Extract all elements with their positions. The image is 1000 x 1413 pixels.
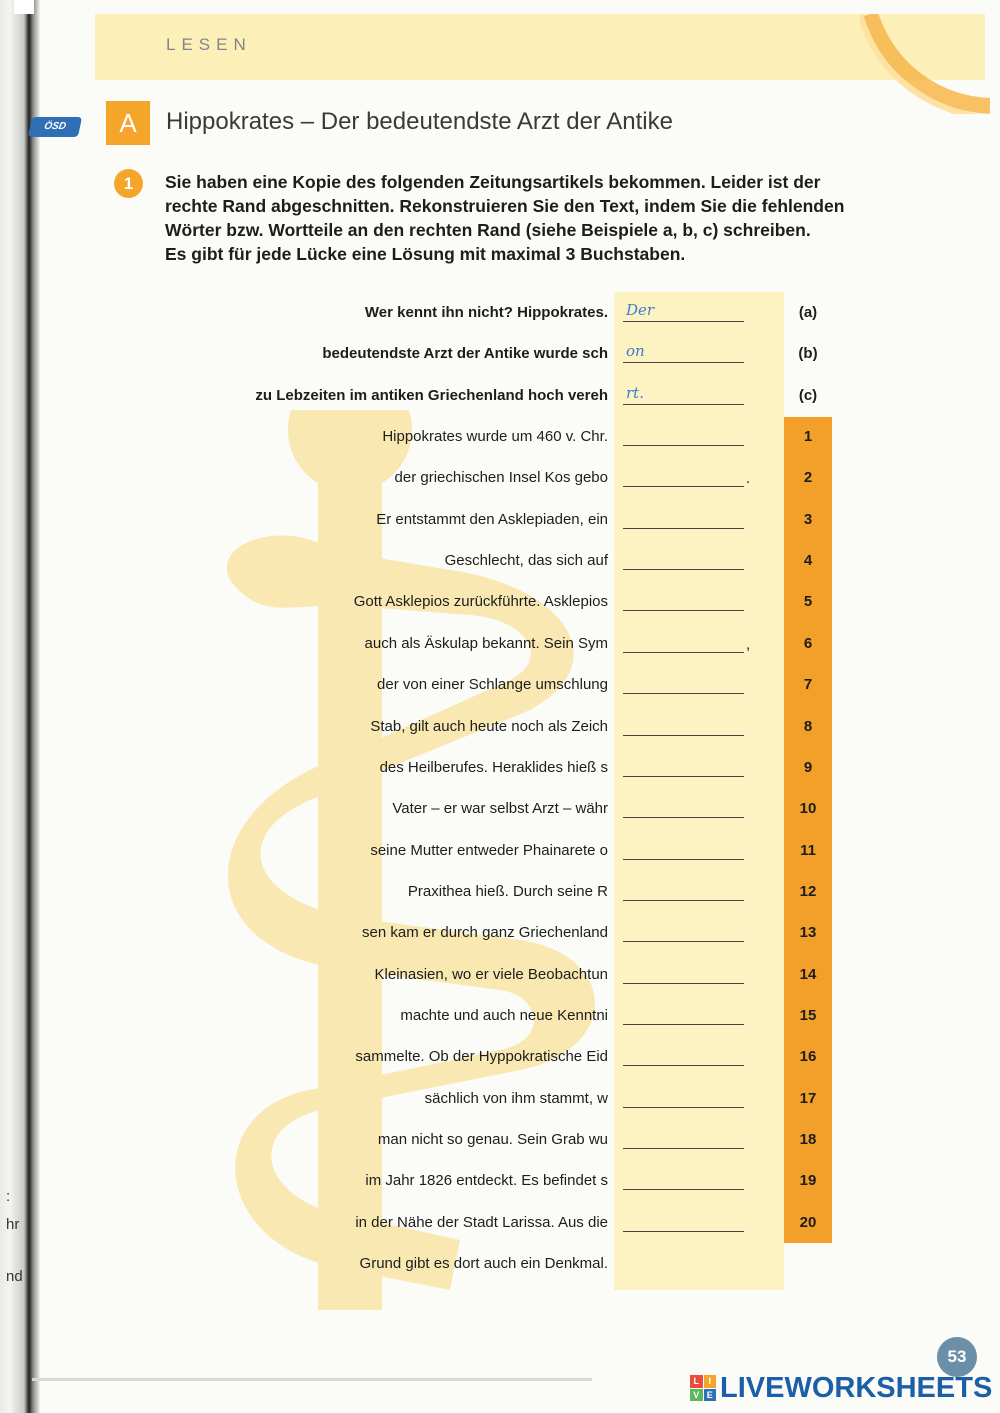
row-text: der von einer Schlange umschlung bbox=[377, 676, 608, 694]
answer-underline bbox=[623, 817, 744, 818]
text-row bbox=[150, 624, 850, 664]
gap-number: (c) bbox=[798, 386, 818, 404]
gap-number: 1 bbox=[803, 428, 813, 446]
row-text: Gott Asklepios zurückführte. Asklepios bbox=[353, 593, 608, 611]
answer-field[interactable] bbox=[626, 464, 744, 486]
answer-field[interactable]: Der bbox=[626, 301, 655, 319]
row-text: machte und auch neue Kenntni bbox=[400, 1006, 608, 1024]
gap-number: 15 bbox=[799, 1006, 817, 1024]
answer-field[interactable]: on bbox=[626, 342, 645, 361]
answer-field[interactable] bbox=[626, 1043, 744, 1065]
text-row bbox=[150, 665, 850, 705]
gap-number: 8 bbox=[803, 717, 813, 735]
gap-number: 17 bbox=[799, 1089, 817, 1107]
answer-underline bbox=[623, 900, 744, 901]
instruction-line: Es gibt für jede Lücke eine Lösung mit maximal 3 Buchstaben. bbox=[165, 244, 686, 264]
gap-number: 2 bbox=[803, 469, 813, 487]
trailing-punctuation: . bbox=[746, 470, 751, 488]
text-row bbox=[150, 831, 850, 871]
margin-fragment: nd bbox=[6, 1268, 23, 1285]
liveworksheets-logo bbox=[690, 1372, 992, 1404]
row-text: in der Nähe der Stadt Larissa. Aus die bbox=[355, 1213, 608, 1231]
answer-underline bbox=[623, 528, 744, 529]
answer-underline bbox=[623, 404, 744, 405]
answer-field[interactable] bbox=[626, 837, 744, 859]
answer-underline bbox=[623, 859, 744, 860]
answer-field[interactable] bbox=[626, 547, 744, 569]
text-row bbox=[150, 1161, 850, 1201]
text-row bbox=[150, 458, 850, 498]
gap-number: 9 bbox=[803, 758, 813, 776]
answer-underline bbox=[623, 610, 744, 611]
gap-number: 13 bbox=[799, 924, 817, 942]
gap-number: 10 bbox=[799, 800, 817, 818]
answer-underline bbox=[623, 693, 744, 694]
row-text: man nicht so genau. Sein Grab wu bbox=[377, 1131, 608, 1148]
text-row bbox=[150, 500, 850, 540]
answer-field[interactable] bbox=[626, 754, 744, 776]
gap-number: 16 bbox=[799, 1048, 817, 1066]
gap-number: 7 bbox=[803, 676, 813, 694]
page-corner bbox=[14, 0, 34, 14]
osd-badge: ÖSD bbox=[28, 117, 82, 137]
row-text: sen kam er durch ganz Griechenland bbox=[362, 924, 608, 942]
text-row bbox=[150, 1037, 850, 1077]
text-row bbox=[150, 376, 850, 416]
row-text: Geschlecht, das sich auf bbox=[444, 552, 608, 570]
margin-fragment: : bbox=[6, 1188, 11, 1205]
gap-number: 14 bbox=[799, 965, 817, 983]
section-label: LESEN bbox=[166, 35, 252, 54]
logo-letter: I bbox=[704, 1375, 717, 1388]
answer-field[interactable] bbox=[626, 506, 744, 528]
answer-underline bbox=[623, 1024, 744, 1025]
answer-underline bbox=[623, 941, 744, 942]
answer-field[interactable] bbox=[626, 423, 744, 445]
answer-underline bbox=[623, 652, 744, 653]
answer-field[interactable] bbox=[626, 630, 744, 652]
text-row bbox=[150, 1203, 850, 1243]
answer-field[interactable] bbox=[626, 1126, 744, 1148]
row-text: im Jahr 1826 entdeckt. Es befindet s bbox=[365, 1172, 608, 1190]
row-text: sächlich von ihm stammt, w bbox=[424, 1089, 608, 1107]
text-row bbox=[150, 334, 850, 374]
row-text: Wer kennt ihn nicht? Hippokrates. bbox=[364, 304, 608, 321]
answer-underline bbox=[623, 321, 744, 322]
logo-letter: E bbox=[704, 1389, 717, 1402]
liveworksheets-icon bbox=[690, 1375, 716, 1401]
text-row bbox=[150, 707, 850, 747]
row-text: zu Lebzeiten im antiken Griechenland hoch vereh bbox=[255, 386, 608, 404]
text-row bbox=[150, 1120, 850, 1160]
answer-field[interactable] bbox=[626, 1085, 744, 1107]
row-text: Kleinasien, wo er viele Beobachtun bbox=[374, 965, 608, 983]
answer-underline bbox=[623, 569, 744, 570]
section-letter-box: A bbox=[106, 101, 150, 145]
answer-underline bbox=[623, 1107, 744, 1108]
row-text: der griechischen Insel Kos gebo bbox=[394, 469, 608, 487]
corner-decoration-arc bbox=[860, 14, 990, 114]
text-row bbox=[150, 417, 850, 457]
text-row bbox=[150, 1079, 850, 1119]
text-row bbox=[150, 293, 850, 333]
text-row bbox=[150, 872, 850, 912]
row-text: Vater – er war selbst Arzt – währ bbox=[392, 800, 608, 818]
instruction-line: Sie haben eine Kopie des folgenden Zeitungsartikels bekommen. Leider ist der bbox=[165, 172, 821, 192]
gap-number: (b) bbox=[798, 345, 818, 363]
logo-letter: L bbox=[690, 1375, 703, 1388]
trailing-punctuation: , bbox=[746, 635, 751, 653]
gap-number: 3 bbox=[803, 510, 813, 528]
task-instructions bbox=[165, 170, 905, 266]
gap-number: 19 bbox=[799, 1172, 817, 1190]
page-number: 53 bbox=[937, 1337, 977, 1377]
answer-underline bbox=[623, 1065, 744, 1066]
gap-number: 5 bbox=[803, 593, 813, 611]
answer-underline bbox=[623, 735, 744, 736]
answer-field[interactable] bbox=[626, 671, 744, 693]
answer-field[interactable] bbox=[626, 961, 744, 983]
answer-field[interactable] bbox=[626, 588, 744, 610]
answer-field[interactable]: rt. bbox=[626, 383, 644, 402]
text-row bbox=[150, 748, 850, 788]
answer-field[interactable] bbox=[626, 1209, 744, 1231]
logo-letter: V bbox=[690, 1389, 703, 1402]
answer-underline bbox=[623, 486, 744, 487]
row-text: auch als Äskulap bekannt. Sein Sym bbox=[364, 634, 608, 652]
row-text: bedeutendste Arzt der Antike wurde sch bbox=[322, 345, 608, 363]
instruction-line: rechte Rand abgeschnitten. Rekonstruieren Sie den Text, indem Sie die fehlenden bbox=[165, 196, 845, 216]
gap-number: 20 bbox=[799, 1213, 817, 1231]
row-text: Praxithea hieß. Durch seine R bbox=[407, 882, 608, 900]
text-row bbox=[150, 996, 850, 1036]
liveworksheets-brand: LIVEWORKSHEETS bbox=[720, 1371, 993, 1404]
answer-field[interactable] bbox=[626, 878, 744, 900]
gap-number: (a) bbox=[798, 304, 818, 321]
text-row bbox=[150, 582, 850, 622]
answer-underline bbox=[623, 1189, 744, 1190]
row-text: des Heilberufes. Heraklides hieß s bbox=[379, 758, 608, 776]
text-row bbox=[150, 1244, 850, 1284]
text-row bbox=[150, 913, 850, 953]
text-row bbox=[150, 955, 850, 995]
instruction-line: Wörter bzw. Wortteile an den rechten Rand (siehe Beispiele a, b, c) schreiben. bbox=[165, 220, 811, 240]
answer-underline bbox=[623, 1148, 744, 1149]
section-title: Hippokrates – Der bedeutendste Arzt der Antike bbox=[166, 108, 673, 135]
text-row bbox=[150, 541, 850, 581]
text-row bbox=[150, 789, 850, 829]
row-text: sammelte. Ob der Hyppokratische Eid bbox=[355, 1048, 608, 1066]
gap-number: 4 bbox=[803, 552, 813, 570]
page-bottom-edge bbox=[32, 1378, 592, 1381]
gap-number: 18 bbox=[799, 1131, 817, 1148]
row-text: Stab, gilt auch heute noch als Zeich bbox=[370, 717, 608, 735]
row-text: Hippokrates wurde um 460 v. Chr. bbox=[382, 428, 608, 446]
answer-field[interactable] bbox=[626, 1002, 744, 1024]
gap-number: 12 bbox=[799, 882, 817, 900]
gap-number: 11 bbox=[800, 841, 816, 859]
answer-underline bbox=[623, 445, 744, 446]
answer-field[interactable] bbox=[626, 713, 744, 735]
answer-field[interactable] bbox=[626, 1167, 744, 1189]
answer-field[interactable] bbox=[626, 795, 744, 817]
answer-underline bbox=[623, 776, 744, 777]
row-text: seine Mutter entweder Phainarete o bbox=[370, 841, 608, 859]
answer-underline bbox=[623, 983, 744, 984]
answer-field[interactable] bbox=[626, 919, 744, 941]
answer-underline bbox=[623, 1231, 744, 1232]
row-text: Er entstammt den Asklepiaden, ein bbox=[376, 510, 608, 528]
answer-underline bbox=[623, 362, 744, 363]
gap-number: 6 bbox=[803, 634, 813, 652]
margin-fragment: hr bbox=[6, 1216, 20, 1233]
task-number-badge: 1 bbox=[114, 169, 143, 198]
row-text: Grund gibt es dort auch ein Denkmal. bbox=[359, 1255, 608, 1273]
